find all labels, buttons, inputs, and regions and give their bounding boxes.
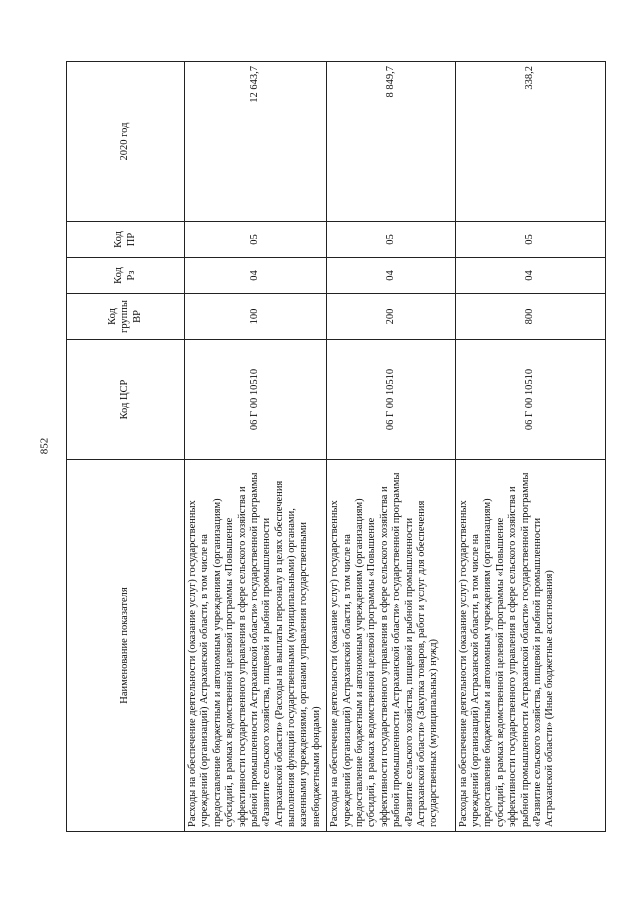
row-vr-code: 200 bbox=[327, 294, 455, 340]
page-number: 852 bbox=[38, 437, 51, 455]
row-vr-code: 100 bbox=[185, 294, 327, 340]
row-rz-code: 04 bbox=[327, 258, 455, 294]
row-csr-code: 06 Г 00 10510 bbox=[327, 340, 455, 460]
row-value: 338,2 bbox=[455, 62, 605, 222]
header-csr-code: Код ЦСР bbox=[67, 340, 185, 460]
row-csr-code: 06 Г 00 10510 bbox=[455, 340, 605, 460]
header-pr-code: Код ПР bbox=[67, 222, 185, 258]
row-value: 8 849,7 bbox=[327, 62, 455, 222]
row-pr-code: 05 bbox=[327, 222, 455, 258]
row-vr-code: 800 bbox=[455, 294, 605, 340]
table-row bbox=[185, 62, 327, 832]
budget-table bbox=[66, 61, 606, 832]
row-pr-code: 05 bbox=[455, 222, 605, 258]
header-name: Наименование показателя bbox=[67, 460, 185, 832]
table-row bbox=[455, 62, 605, 832]
row-value: 12 643,7 bbox=[185, 62, 327, 222]
row-rz-code: 04 bbox=[455, 258, 605, 294]
row-name: Расходы на обеспечение деятельности (оказание услуг) государственных учреждений (организаций) Астраханской области, в том числе на предоставление бюджетным и автономным учреждениям (организациям) субсидий, в рамках ведомственной целевой программы «Повышение эффективности государственного управления в сфере сельского хозяйства и рыбной промышленности Астраханской области» государственной программы «Развитие сельского хозяйства, пищевой и рыбной промышленности Астраханской области» (Расходы на выплаты персоналу в целях обеспечения выполнения функций государственными (муниципальными) органами, казенными учреждениями, органами управления государственными внебюджетными фондами) bbox=[185, 460, 327, 832]
row-rz-code: 04 bbox=[185, 258, 327, 294]
row-csr-code: 06 Г 00 10510 bbox=[185, 340, 327, 460]
rotated-table-container bbox=[66, 62, 606, 832]
header-vr-code: Код группы ВР bbox=[67, 294, 185, 340]
header-year: 2020 год bbox=[67, 62, 185, 222]
row-pr-code: 05 bbox=[185, 222, 327, 258]
table-row bbox=[327, 62, 455, 832]
row-name: Расходы на обеспечение деятельности (оказание услуг) государственных учреждений (организаций) Астраханской области, в том числе на предоставление бюджетным и автономным учреждениям (организациям) субсидий, в рамках ведомственной целевой программы «Повышение эффективности государственного управления в сфере сельского хозяйства и рыбной промышленности Астраханской области» государственной программы «Развитие сельского хозяйства, пищевой и рыбной промышленности Астраханской области» (Закупка товаров, работ и услуг для обеспечения государственных (муниципальных) нужд) bbox=[327, 460, 455, 832]
header-rz-code: Код Рз bbox=[67, 258, 185, 294]
table-header-row bbox=[67, 62, 185, 832]
row-name: Расходы на обеспечение деятельности (оказание услуг) государственных учреждений (организаций) Астраханской области, в том числе на предоставление бюджетным и автономным учреждениям (организациям) субсидий, в рамках ведомственной целевой программы «Повышение эффективности государственного управления в сфере сельского хозяйства и рыбной промышленности Астраханской области» государственной программы «Развитие сельского хозяйства, пищевой и рыбной промышленности Астраханской области» (Иные бюджетные ассигнования) bbox=[455, 460, 605, 832]
